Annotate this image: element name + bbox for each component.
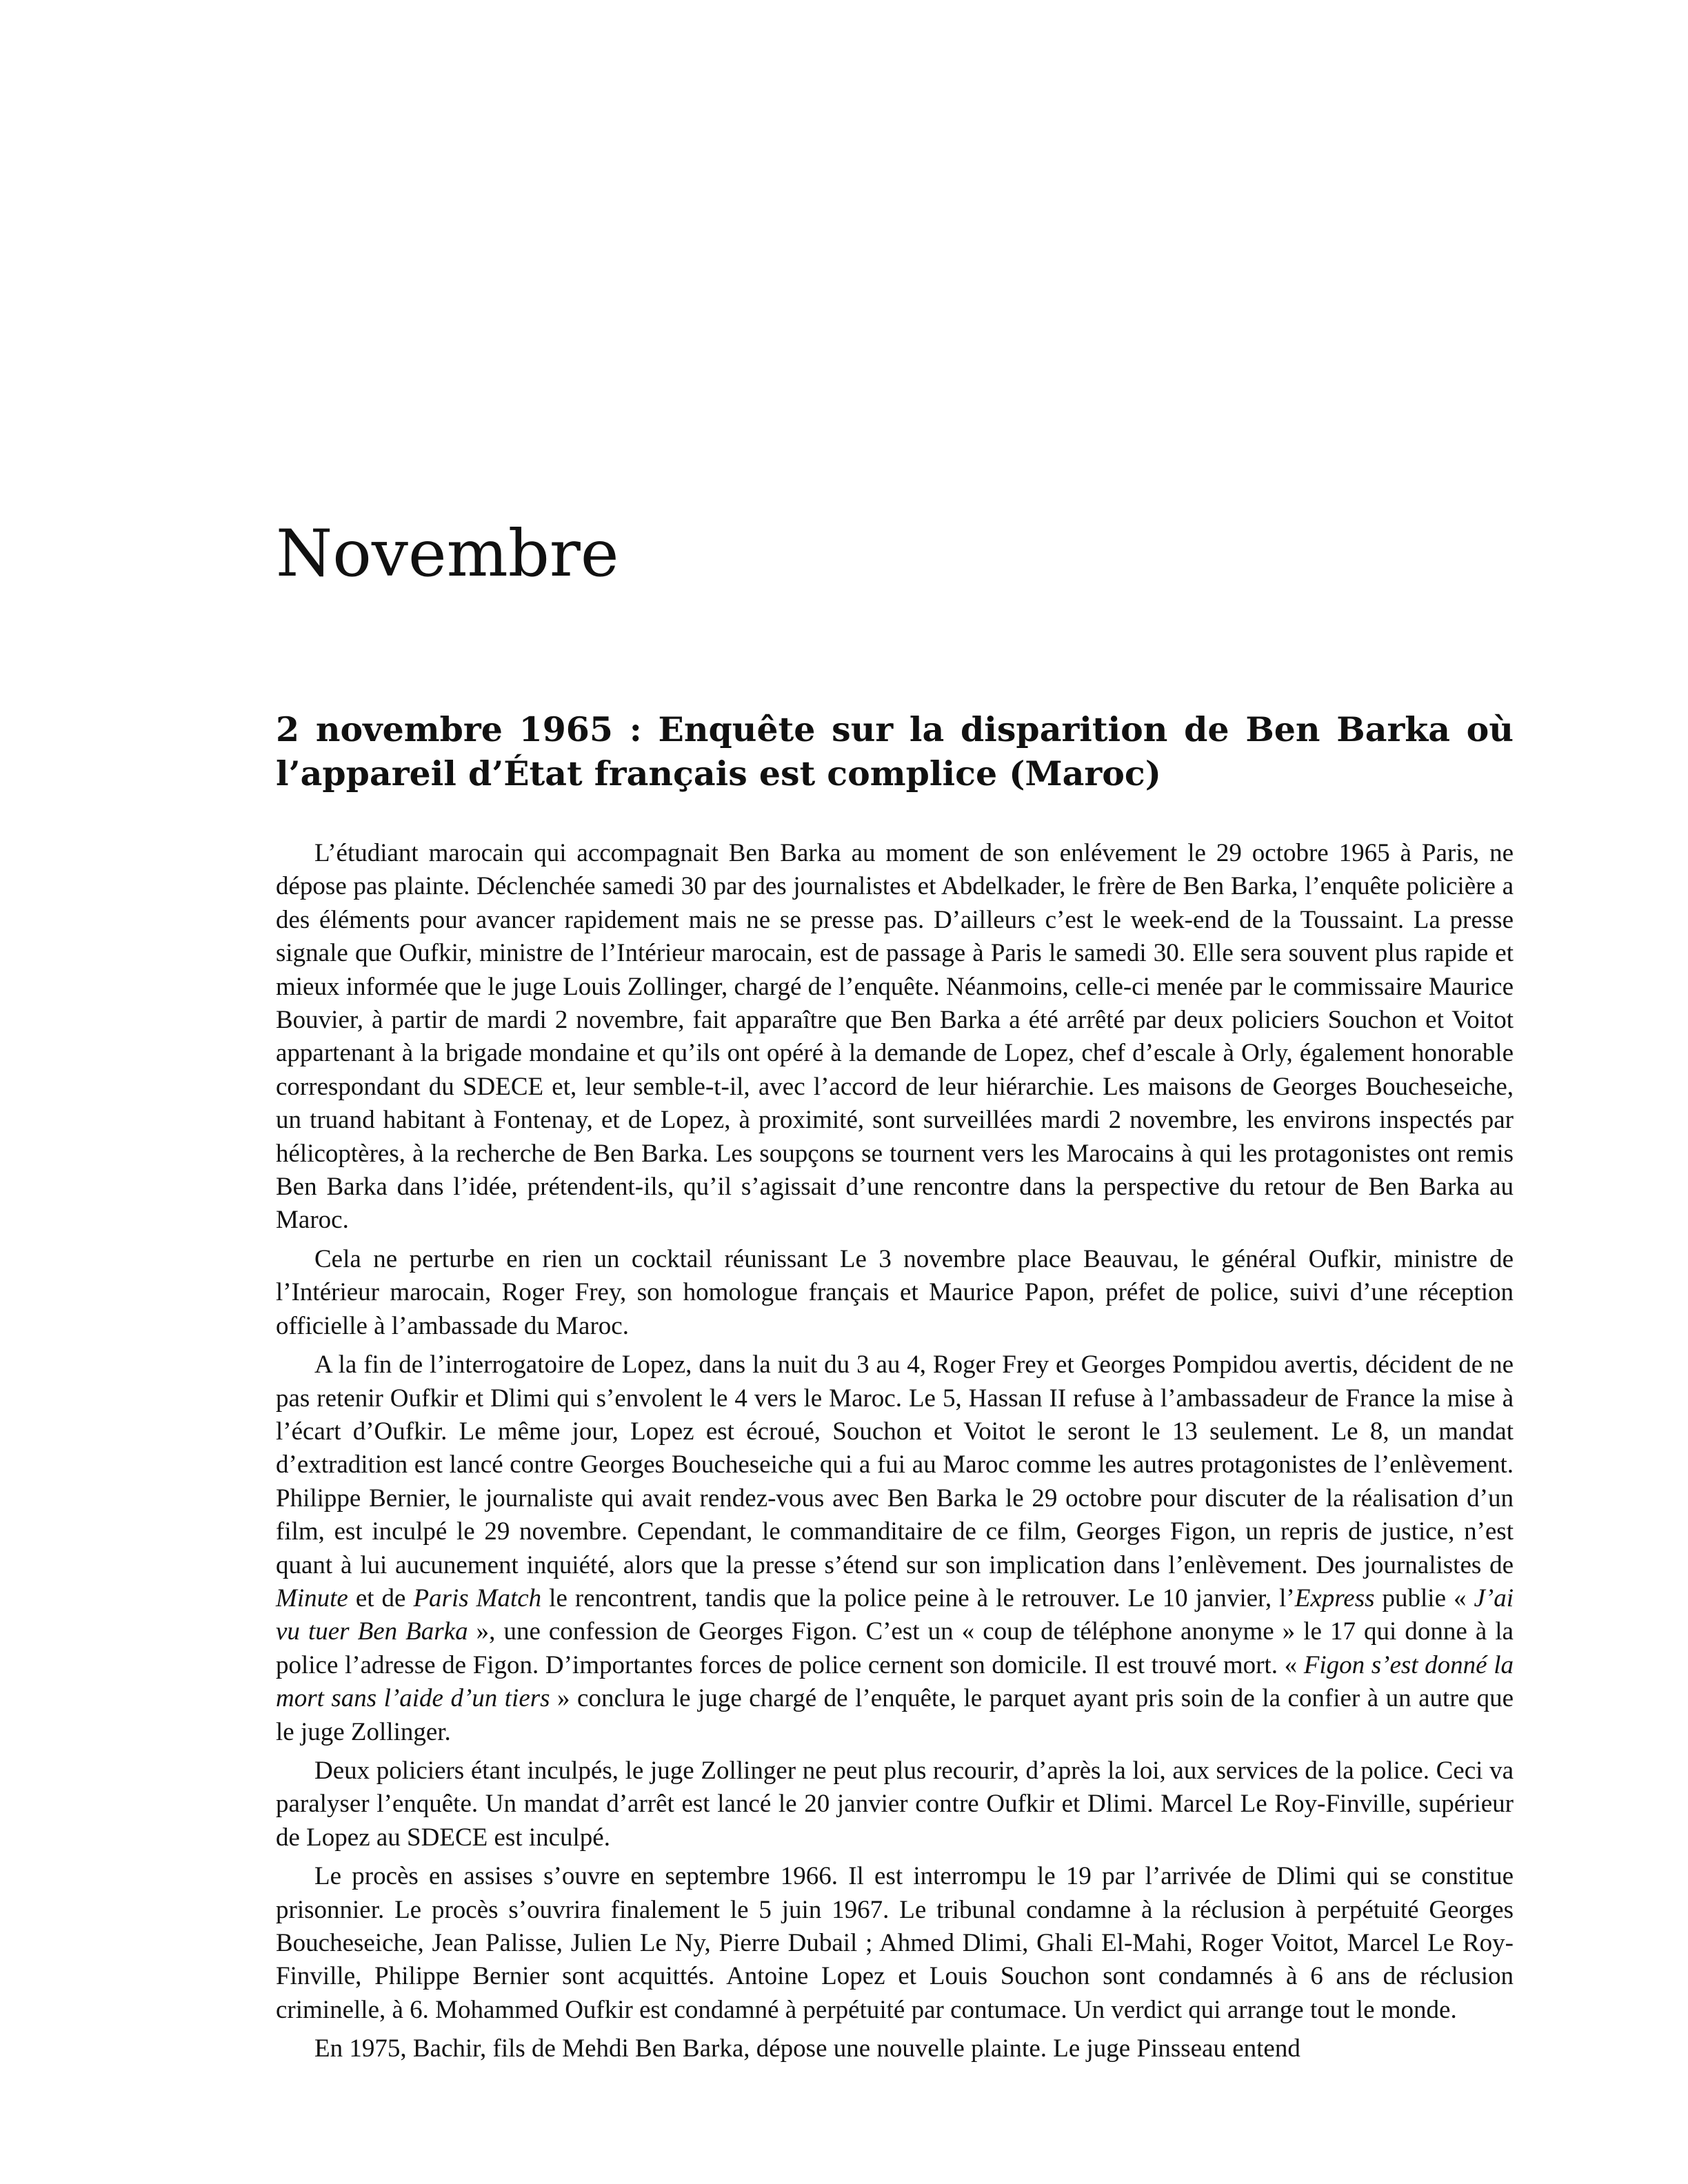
paragraph-3 — [276, 1348, 1514, 1749]
publication-title-express: Express — [1294, 1584, 1375, 1612]
publication-title-paris-match: Paris Match — [413, 1584, 542, 1612]
paragraph-2: Cela ne perturbe en rien un cocktail réunissant Le 3 novembre place Beauvau, le général Oufkir, ministre de l’Intérieur marocain, Roger Frey, son homologue français et Maurice Papon, préfet de police, suivi d’une réception officielle à l’ambassade du Maroc. — [276, 1244, 1514, 1340]
paragraph-6: En 1975, Bachir, fils de Mehdi Ben Barka, dépose une nouvelle plainte. Le juge Pinsseau entend — [314, 2034, 1300, 2063]
body-text — [276, 837, 1514, 2072]
paragraph-3-text: », une confession de Georges Figon. C’est un « coup de téléphone anonyme » le 17 qui donne à la police l’adresse de Figon. D’importantes forces de police cernent son domicile. Il est trouvé mort. « — [276, 1617, 1514, 1679]
paragraph-4: Deux policiers étant inculpés, le juge Zollinger ne peut plus recourir, d’après la loi, aux services de la police. Ceci va paralyser l’enquête. Un mandat d’arrêt est lancé le 20 janvier contre Oufkir et Dlimi. Marcel Le Roy-Finville, supérieur de Lopez au SDECE est inculpé. — [276, 1756, 1514, 1852]
document-page — [276, 0, 1514, 2184]
paragraph-3-text: publie « — [1374, 1584, 1474, 1612]
judge-quote: Figon s’est donné la mort sans l’aide d’un tiers — [276, 1650, 1514, 1713]
paragraph-3-text: » conclura le juge chargé de l’enquête, le parquet ayant pris soin de la confier à un autre que le juge Zollinger. — [276, 1684, 1514, 1746]
chapter-title: Novembre — [276, 516, 619, 592]
paragraph-1: L’étudiant marocain qui accompagnait Ben Barka au moment de son enlévement le 29 octobre 1965 à Paris, ne dépose pas plainte. Déclenchée samedi 30 par des journalistes et Abdelkader, le frère de Ben Barka, l’enquête policière a des éléments pour avancer rapidement mais ne se presse pas. D’ailleurs c’est le week-end de la Toussaint. La presse signale que Oufkir, ministre de l’Intérieur marocain, est de passage à Paris le samedi 30. Elle sera souvent plus rapide et mieux informée que le juge Louis Zollinger, chargé de l’enquête. Néanmoins, celle-ci menée par le commissaire Maurice Bouvier, à partir de mardi 2 novembre, fait apparaître que Ben Barka a été arrêté par deux policiers Souchon et Voitot appartenant à la brigade mondaine et qu’ils ont opéré à la demande de Lopez, chef d’escale à Orly, également honorable correspondant du SDECE et, leur semble-t-il, avec l’accord de leur hiérarchie. Les maisons de Georges Boucheseiche, un truand habitant à Fontenay, et de Lopez, à proximité, sont surveillées mardi 2 novembre, les environs inspectés par hélicoptères, à la recherche de Ben Barka. Les soupçons se tournent vers les Marocains à qui les protagonistes ont remis Ben Barka dans l’idée, prétendent-ils, qu’il s’agissait d’une rencontre dans la perspective du retour de Ben Barka au Maroc. — [276, 839, 1514, 1235]
paragraph-3-text: et de — [348, 1584, 414, 1612]
publication-title-minute: Minute — [276, 1584, 348, 1612]
paragraph-3-text: A la fin de l’interrogatoire de Lopez, dans la nuit du 3 au 4, Roger Frey et Georges Pompidou avertis, décident de ne pas retenir Oufkir et Dlimi qui s’envolent le 4 vers le Maroc. Le 5, Hassan II refuse à l’ambassadeur de France la mise à l’écart d’Oufkir. Le même jour, Lopez est écroué, Souchon et Voitot le seront le 13 seulement. Le 8, un mandat d’extradition est lancé contre Georges Boucheseiche qui a fui au Maroc comme les autres protagonistes de l’enlèvement. Philippe Bernier, le journaliste qui avait rendez-vous avec Ben Barka le 29 octobre pour discuter de la réalisation d’un film, est inculpé le 29 novembre. Cependant, le commanditaire de ce film, Georges Figon, un repris de justice, n’est quant à lui aucunement inquiété, alors que la presse s’étend sur son implication dans l’enlèvement. Des journalistes de — [276, 1351, 1514, 1579]
paragraph-5: Le procès en assises s’ouvre en septembre 1966. Il est interrompu le 19 par l’arrivée de Dlimi qui se constitue prisonnier. Le procès s’ouvrira finalement le 5 juin 1967. Le tribunal condamne à la réclusion à perpétuité Georges Boucheseiche, Jean Palisse, Julien Le Ny, Pierre Dubail ; Ahmed Dlimi, Ghali El-Mahi, Roger Voitot, Marcel Le Roy-Finville, Philippe Bernier sont acquittés. Antoine Lopez et Louis Souchon sont condamnés à 6 ans de réclusion criminelle, à 6. Mohammed Oufkir est condamné à perpétuité par contumace. Un verdict qui arrange tout le monde. — [276, 1862, 1514, 2024]
paragraph-3-text: le rencontrent, tandis que la police peine à le retrouver. Le 10 janvier, l’ — [541, 1584, 1295, 1612]
article-title: J’ai vu tuer Ben Barka — [276, 1584, 1514, 1646]
section-title: 2 novembre 1965 : Enquête sur la disparition de Ben Barka où l’appareil d’État français est complice (Maroc) — [276, 709, 1514, 793]
